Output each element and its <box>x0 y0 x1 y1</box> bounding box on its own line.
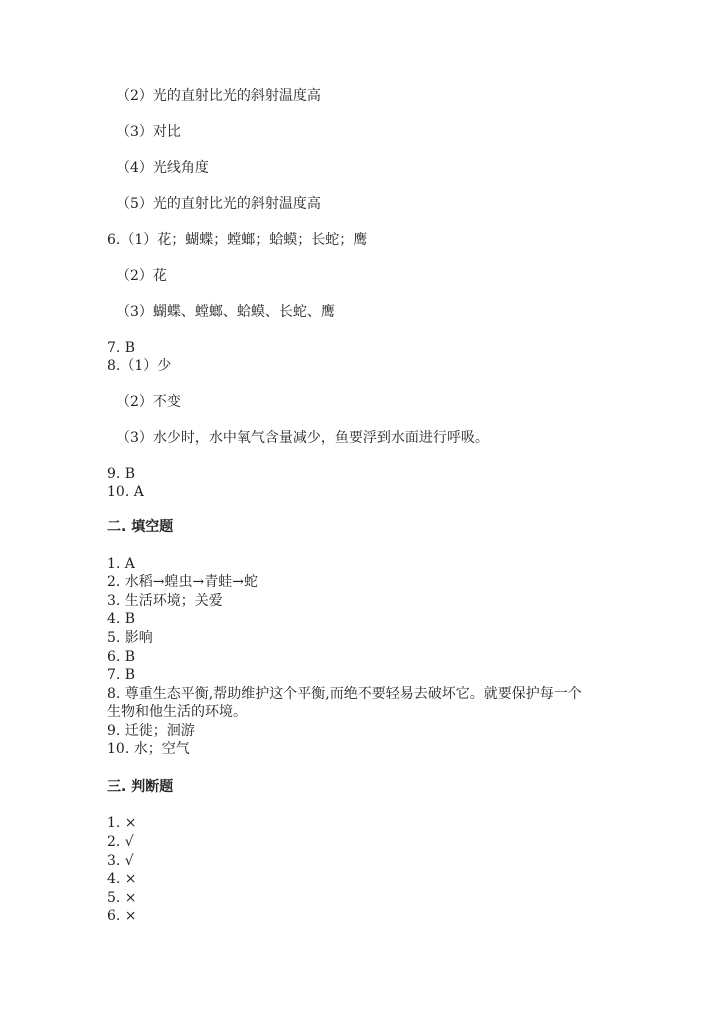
fill-answer-9: 9. 迁徙；洄游 <box>107 723 195 739</box>
fill-answer-10: 10. 水；空气 <box>107 741 190 757</box>
fill-answer-1: 1. A <box>107 556 135 572</box>
q6-answer-2: （2）花 <box>116 268 167 284</box>
q8-answer-1: 8.（1）少 <box>107 358 172 374</box>
fill-answer-8-cont: 生物和他生活的环境。 <box>107 704 247 720</box>
q5-answer-3: （3）对比 <box>116 124 181 140</box>
q8-answer-3: （3）水少时，水中氧气含量减少，鱼要浮到水面进行呼吸。 <box>116 430 489 446</box>
section-2-title: 二. 填空题 <box>107 519 174 535</box>
q9-answer: 9. B <box>107 466 136 482</box>
judge-answer-1: 1. × <box>107 815 137 831</box>
q5-answer-2: （2）光的直射比光的斜射温度高 <box>116 88 321 104</box>
q5-answer-5: （5）光的直射比光的斜射温度高 <box>116 196 321 212</box>
q8-answer-2: （2）不变 <box>116 394 181 410</box>
fill-answer-7: 7. B <box>107 667 136 683</box>
judge-answer-6: 6. × <box>107 908 137 924</box>
fill-answer-6: 6. B <box>107 649 136 665</box>
fill-answer-3: 3. 生活环境；关爱 <box>107 593 223 609</box>
q7-answer: 7. B <box>107 340 136 356</box>
q10-answer: 10. A <box>107 484 144 500</box>
section-3-title: 三. 判断题 <box>107 779 174 795</box>
fill-answer-5: 5. 影响 <box>107 630 153 646</box>
fill-answer-8: 8. 尊重生态平衡,帮助维护这个平衡,而绝不要轻易去破坏它。就要保护每一个 <box>107 686 582 702</box>
q6-answer-3: （3）蝴蝶、螳螂、蛤蟆、长蛇、鹰 <box>116 304 335 320</box>
fill-answer-2: 2. 水稻→蝗虫→青蛙→蛇 <box>107 574 258 590</box>
judge-answer-2: 2. √ <box>107 834 134 850</box>
q5-answer-4: （4）光线角度 <box>116 160 209 176</box>
judge-answer-3: 3. √ <box>107 853 134 869</box>
fill-answer-4: 4. B <box>107 611 136 627</box>
judge-answer-5: 5. × <box>107 890 137 906</box>
judge-answer-4: 4. × <box>107 871 137 887</box>
q6-answer-1: 6.（1）花；蝴蝶；螳螂；蛤蟆；长蛇；鹰 <box>107 232 368 248</box>
